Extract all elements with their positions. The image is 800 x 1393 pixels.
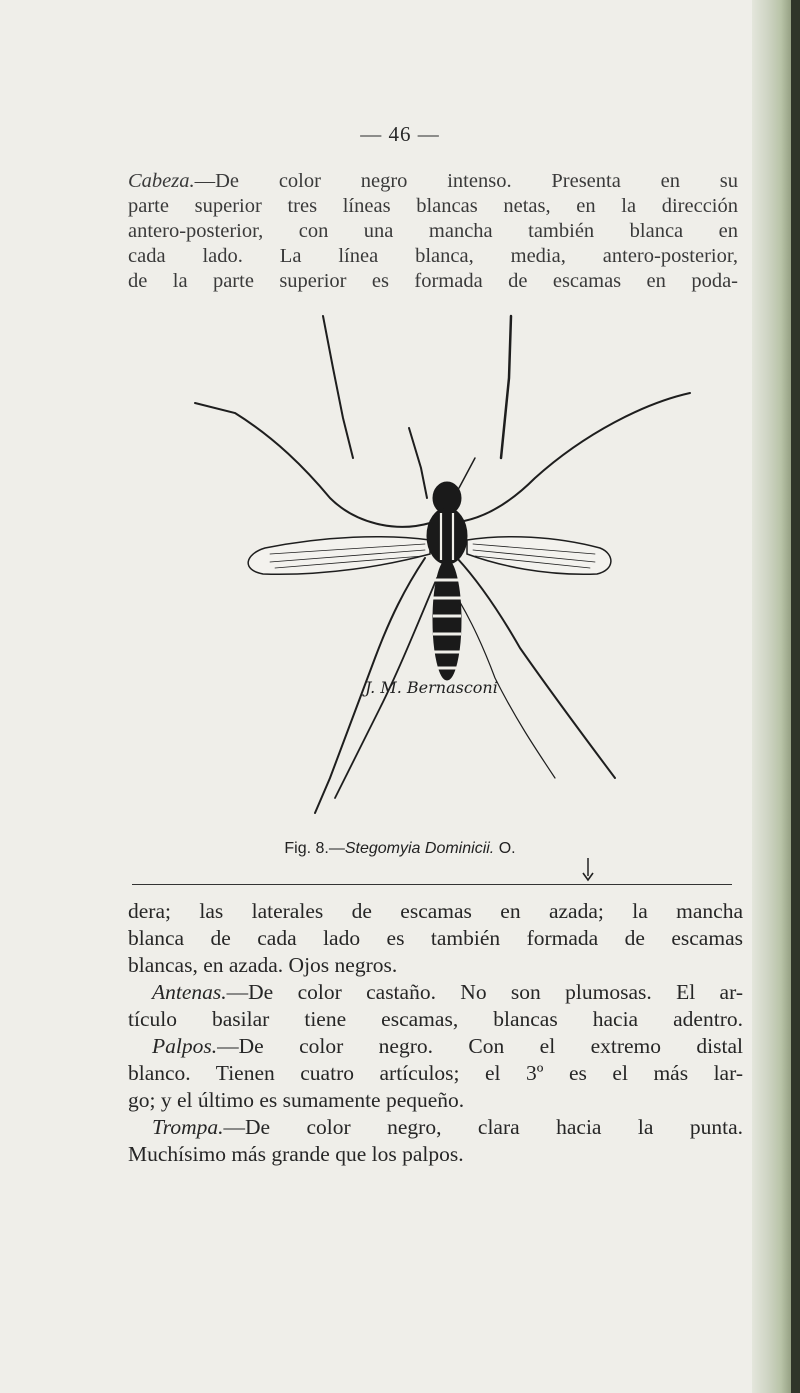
male-symbol-icon: [580, 858, 596, 884]
top-line-3: antero-posterior, con una mancha también blanca en: [128, 220, 738, 242]
bottom-line-1: dera; las laterales de escamas en azada; la mancha: [128, 899, 743, 923]
top-line-1: Cabeza.—De color negro intenso. Presenta en su: [128, 170, 738, 192]
caption-sex-label: O.: [498, 840, 516, 857]
bottom-line-8: go; y el último es sumamente pequeño.: [128, 1088, 465, 1112]
bottom-line-2: blanca de cada lado es también formada de escamas: [128, 926, 743, 950]
caption-species: Stegomyia Dominicii.: [344, 840, 495, 857]
right-wing: [467, 537, 611, 575]
middle-right-leg: [457, 558, 615, 778]
section-label-cabeza: Cabeza.: [128, 170, 195, 192]
front-left-leg: [195, 403, 430, 527]
bottom-paragraph: [128, 898, 743, 1168]
top-paragraph: [128, 169, 738, 294]
proboscis: [409, 428, 427, 498]
figure-caption: [0, 840, 800, 858]
page-number: — 46 —: [360, 122, 440, 146]
section-label-trompa: Trompa.: [152, 1115, 224, 1139]
caption-prefix: Fig. 8.—: [284, 840, 345, 857]
top-line-5: de la parte superior es formada de escamas en poda-: [128, 270, 738, 292]
left-wing: [248, 537, 430, 575]
mosquito-illustration: [175, 308, 715, 838]
bottom-line-10: Muchísimo más grande que los palpos.: [128, 1142, 464, 1166]
right-antenna: [501, 316, 511, 458]
caption-divider: [132, 884, 732, 885]
illustrator-signature: J. M. Bernasconi: [365, 678, 498, 697]
palp: [459, 458, 475, 488]
front-right-leg: [445, 393, 690, 523]
bottom-line-5: tículo basilar tiene escamas, blancas hacia adentro.: [128, 1007, 743, 1031]
bottom-line-3: blancas, en azada. Ojos negros.: [128, 953, 398, 977]
top-line-4: cada lado. La línea blanca, media, antero-posterior,: [128, 245, 738, 267]
top-line-2: parte superior tres líneas blancas netas, en la dirección: [128, 195, 738, 217]
page-edge-shadow: [791, 0, 800, 1393]
mosquito-abdomen: [433, 560, 461, 680]
left-antenna: [323, 316, 353, 458]
bottom-line-6: Palpos.—De color negro. Con el extremo distal: [152, 1034, 743, 1058]
bottom-line-7: blanco. Tienen cuatro artículos; el 3º es el más lar-: [128, 1061, 743, 1085]
section-label-antenas: Antenas.: [152, 980, 227, 1004]
bottom-line-9: Trompa.—De color negro, clara hacia la punta.: [152, 1115, 743, 1139]
mosquito-thorax: [427, 508, 467, 564]
section-label-palpos: Palpos.: [152, 1034, 218, 1058]
bottom-line-4: Antenas.—De color castaño. No son plumosas. El ar-: [152, 980, 743, 1004]
